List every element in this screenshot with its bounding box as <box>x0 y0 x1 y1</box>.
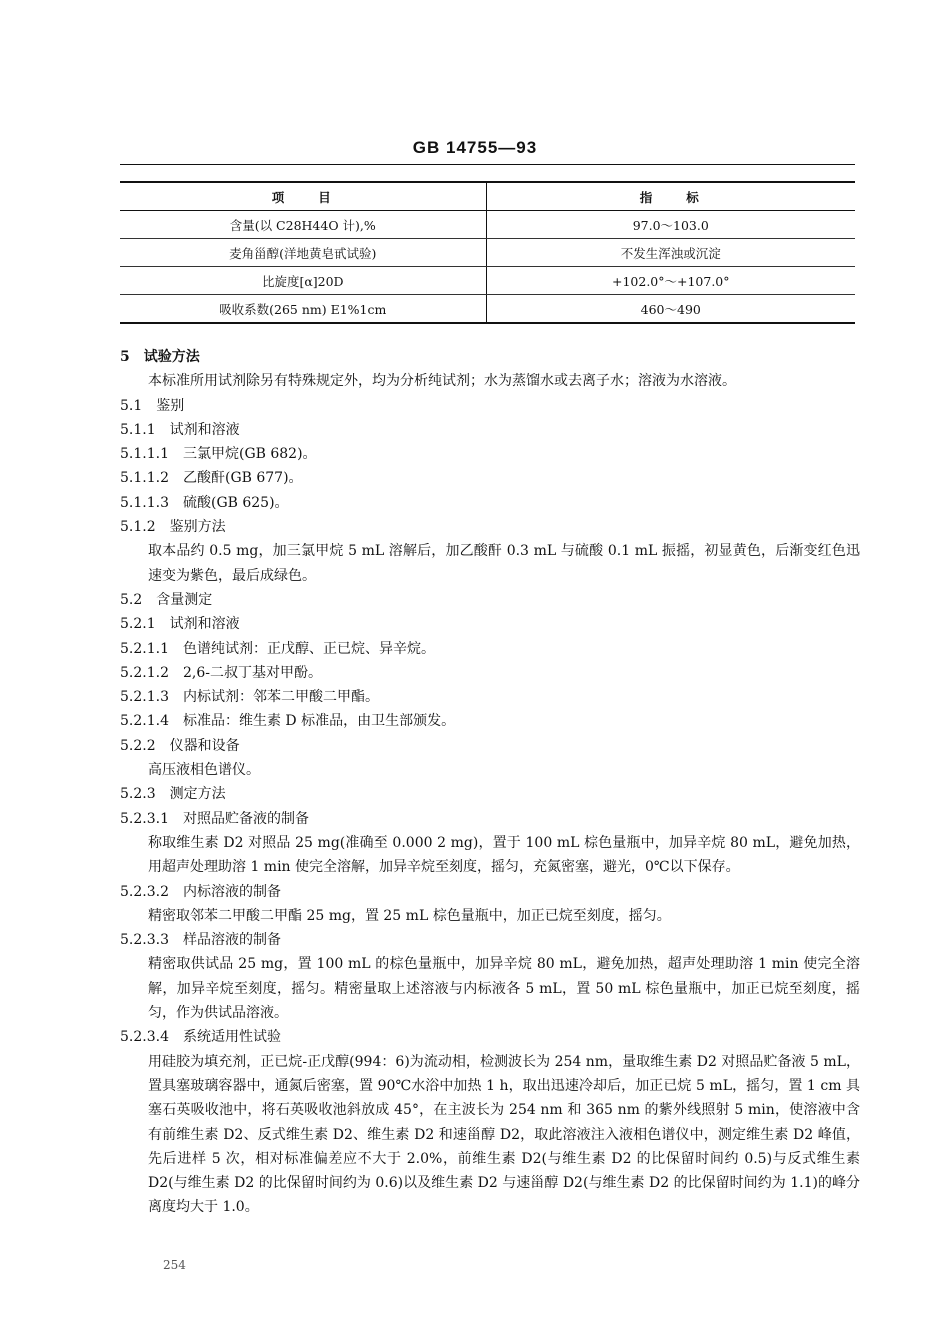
list-item: 5.2.1.2 2,6-二叔丁基对甲酚。 <box>120 664 322 681</box>
paragraph: 精密取邻苯二甲酸二甲酯 25 mg，置 25 mL 棕色量瓶中，加正已烷至刻度，摇匀。 <box>148 907 671 924</box>
section-heading: 5.2.3.1 对照品贮备液的制备 <box>120 810 309 827</box>
section-heading: 5.2.2 仪器和设备 <box>120 737 240 754</box>
section-heading: 5.2.3 测定方法 <box>120 786 226 803</box>
column-header-item: 项 目 <box>120 182 486 211</box>
section-heading: 5.2.1 试剂和溶液 <box>120 616 240 633</box>
list-item: 5.2.1.3 内标试剂：邻苯二甲酸二甲酯。 <box>120 689 379 706</box>
table-row <box>120 211 855 239</box>
paragraph: 本标准所用试剂除另有特殊规定外，均为分析纯试剂；水为蒸馏水或去离子水；溶液为水溶液。 <box>148 373 736 390</box>
table-cell-value: 97.0～103.0 <box>486 211 855 239</box>
table-cell-item: 含量(以 C28H44O 计),% <box>120 211 486 239</box>
paragraph: 称取维生素 D2 对照品 25 mg(准确至 0.000 2 mg)，置于 100 mL 棕色量瓶中，加异辛烷 80 mL，避免加热，用超声处理助溶 1 min 使完全溶解，加异辛烷至刻度，摇匀，充氮密塞，避光，0℃以下保存。 <box>148 834 860 876</box>
header-rule <box>120 164 855 165</box>
spec-table <box>120 181 855 324</box>
table-cell-item: 麦角甾醇(洋地黄皂甙试验) <box>120 239 486 267</box>
table-cell-value: 不发生浑浊或沉淀 <box>486 239 855 267</box>
list-item: 5.2.1.1 色谱纯试剂：正戊醇、正已烷、异辛烷。 <box>120 640 435 657</box>
section-heading: 5.2.3.3 样品溶液的制备 <box>120 932 281 949</box>
column-header-spec: 指 标 <box>486 182 855 211</box>
table-cell-value: 460～490 <box>486 295 855 324</box>
list-item: 5.1.1.1 三氯甲烷(GB 682)。 <box>120 446 317 463</box>
paragraph: 取本品约 0.5 mg，加三氯甲烷 5 mL 溶解后，加乙酸酐 0.3 mL 与硫酸 0.1 mL 振摇，初显黄色，后渐变红色迅速变为紫色，最后成绿色。 <box>148 543 860 584</box>
table-header-row <box>120 182 855 211</box>
section-heading: 5.2.3.2 内标溶液的制备 <box>120 883 281 900</box>
table-row <box>120 267 855 295</box>
section-heading: 5 试验方法 <box>120 349 200 365</box>
table-cell-item: 比旋度[α]20D <box>120 267 486 295</box>
standard-header: GB 14755—93 <box>412 138 538 157</box>
list-item: 5.2.1.4 标准品：维生素 D 标准品，由卫生部颁发。 <box>120 713 456 730</box>
table-row <box>120 295 855 324</box>
section-heading: 5.2 含量测定 <box>120 591 213 608</box>
section-heading: 5.1.1 试剂和溶液 <box>120 421 240 438</box>
page-number: 254 <box>163 1258 186 1272</box>
table-cell-value: +102.0°～+107.0° <box>486 267 855 295</box>
section-heading: 5.1 鉴别 <box>120 397 185 414</box>
list-item: 5.1.1.2 乙酸酐(GB 677)。 <box>120 470 303 487</box>
document-body <box>120 345 860 1220</box>
list-item: 5.1.1.3 硫酸(GB 625)。 <box>120 494 289 511</box>
section-heading: 5.1.2 鉴别方法 <box>120 519 226 536</box>
table-cell-item: 吸收系数(265 nm) E1%1cm <box>120 295 486 324</box>
paragraph: 高压液相色谱仪。 <box>148 762 260 779</box>
paragraph: 精密取供试品 25 mg，置 100 mL 的棕色量瓶中，加异辛烷 80 mL，避免加热，超声处理助溶 1 min 使完全溶解，加异辛烷至刻度，摇匀。精密量取上述溶液与内标液各 5 mL，置 50 mL 棕色量瓶中，加正已烷至刻度，摇匀，作为供试品溶液。 <box>148 956 860 1022</box>
table-row <box>120 239 855 267</box>
section-heading: 5.2.3.4 系统适用性试验 <box>120 1029 281 1046</box>
paragraph: 用硅胶为填充剂，正已烷-正戊醇(994：6)为流动相，检测波长为 254 nm，量取维生素 D2 对照品贮备液 5 mL，置具塞玻璃容器中，通氮后密塞，置 90℃水浴中加热 1 h，取出迅速冷却后，加正已烷 5 mL，摇匀，置 1 cm 具塞石英吸收池中，将石英吸收池斜放成 45°，在主波长为 254 nm 和 365 nm 的紫外线照射 5 min，使溶液中含有前维生素 D2、反式维生素 D2、维生素 D2 和速甾醇 D2，取此溶液注入液相色谱仪中，测定维生素 D2 峰值，先后进样 5 次，相对标准偏差应不大于 2.0%，前维生素 D2(与维生素 D2 的比保留时间约 0.5)与反式维生素 D2(与维生素 D2 的比保留时间约为 0.6)以及维生素 D2 与速甾醇 D2(与维生素 D2 的比保留时间约为 1.1)的峰分离度均大于 1.0。 <box>148 1053 860 1216</box>
